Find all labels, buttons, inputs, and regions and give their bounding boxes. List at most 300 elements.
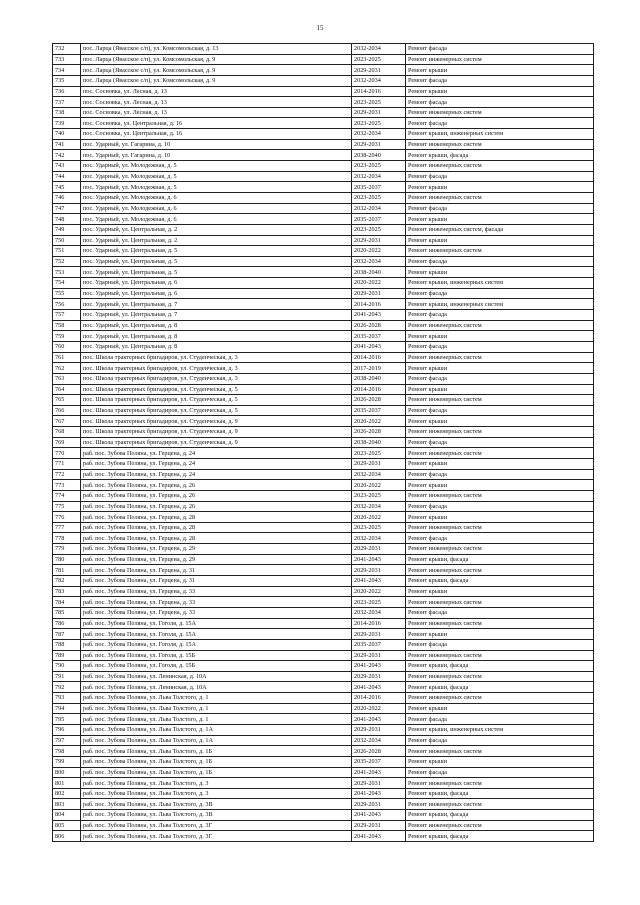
period-cell: 2041-2043 [352,576,406,587]
row-number-cell: 761 [53,352,81,363]
address-cell: пос. Ударный, ул. Центральная, д. 7 [81,299,352,310]
row-number-cell: 789 [53,650,81,661]
address-cell: пос. Сосновка, ул. Лесная, д. 13 [81,107,352,118]
work-type-cell: Ремонт фасада [406,75,594,86]
table-row [53,341,594,352]
work-type-cell: Ремонт фасада [406,533,594,544]
address-cell: пос. Школа трактерных бригадиров, ул. Студенческая, д. 9 [81,437,352,448]
work-type-cell: Ремонт фасада [406,735,594,746]
row-number-cell: 751 [53,246,81,257]
table-row [53,288,594,299]
period-cell: 2029-2031 [352,778,406,789]
row-number-cell: 745 [53,182,81,193]
period-cell: 2014-2016 [352,352,406,363]
address-cell: раб. пос. Зубова Поляна, ул. Гоголя, д. 15А [81,618,352,629]
period-cell: 2041-2043 [352,554,406,565]
period-cell: 2035-2037 [352,405,406,416]
row-number-cell: 774 [53,490,81,501]
work-type-cell: Ремонт инженерных систем [406,565,594,576]
work-type-cell: Ремонт крыши [406,267,594,278]
work-type-cell: Ремонт фасада [406,714,594,725]
row-number-cell: 772 [53,469,81,480]
period-cell: 2041-2043 [352,661,406,672]
work-type-cell: Ремонт фасада [406,405,594,416]
period-cell: 2020-2022 [352,480,406,491]
address-cell: пос. Ударный, ул. Центральная, д. 2 [81,224,352,235]
table-row [53,544,594,555]
period-cell: 2029-2031 [352,629,406,640]
table-row [53,725,594,736]
address-cell: раб. пос. Зубова Поляна, ул. Льва Толстого, д. 1Б [81,767,352,778]
row-number-cell: 756 [53,299,81,310]
table-row [53,490,594,501]
table-body [53,44,594,842]
table-row [53,331,594,342]
table-row [53,682,594,693]
row-number-cell: 767 [53,416,81,427]
period-cell: 2038-2040 [352,373,406,384]
table-row [53,395,594,406]
row-number-cell: 749 [53,224,81,235]
row-number-cell: 743 [53,161,81,172]
period-cell: 2023-2025 [352,54,406,65]
work-type-cell: Ремонт крыши, фасада [406,661,594,672]
address-cell: раб. пос. Зубова Поляна, ул. Льва Толстого, д. 1Б [81,746,352,757]
row-number-cell: 792 [53,682,81,693]
period-cell: 2032-2034 [352,256,406,267]
work-type-cell: Ремонт фасада [406,373,594,384]
table-row [53,533,594,544]
work-type-cell: Ремонт фасада [406,469,594,480]
period-cell: 2026-2028 [352,427,406,438]
period-cell: 2035-2037 [352,756,406,767]
row-number-cell: 733 [53,54,81,65]
table-row [53,54,594,65]
work-type-cell: Ремонт инженерных систем [406,192,594,203]
address-cell: пос. Ударный, ул. Молодежная, д. 5 [81,171,352,182]
address-cell: раб. пос. Зубова Поляна, ул. Герцена, д. 29 [81,554,352,565]
period-cell: 2023-2025 [352,192,406,203]
address-cell: пос. Ударный, ул. Молодежная, д. 6 [81,203,352,214]
row-number-cell: 764 [53,384,81,395]
table-row [53,756,594,767]
row-number-cell: 786 [53,618,81,629]
address-cell: пос. Ударный, ул. Молодежная, д. 6 [81,192,352,203]
address-cell: пос. Школа трактерных бригадиров, ул. Студенческая, д. 5 [81,384,352,395]
table-row [53,405,594,416]
work-type-cell: Ремонт крыши, фасада [406,788,594,799]
work-type-cell: Ремонт инженерных систем [406,746,594,757]
period-cell: 2023-2025 [352,224,406,235]
work-type-cell: Ремонт фасада [406,607,594,618]
work-type-cell: Ремонт инженерных систем [406,650,594,661]
work-type-cell: Ремонт крыши, инженерных систем [406,129,594,140]
work-type-cell: Ремонт фасада [406,288,594,299]
period-cell: 2029-2031 [352,139,406,150]
period-cell: 2035-2037 [352,331,406,342]
address-cell: раб. пос. Зубова Поляна, ул. Герцена, д. 33 [81,586,352,597]
table-row [53,650,594,661]
period-cell: 2023-2025 [352,522,406,533]
address-cell: раб. пос. Зубова Поляна, ул. Ленинская, д. 10А [81,682,352,693]
period-cell: 2038-2040 [352,437,406,448]
row-number-cell: 746 [53,192,81,203]
table-row [53,639,594,650]
period-cell: 2014-2016 [352,618,406,629]
period-cell: 2032-2034 [352,469,406,480]
table-row [53,161,594,172]
work-type-cell: Ремонт инженерных систем [406,139,594,150]
table-row [53,214,594,225]
period-cell: 2020-2022 [352,703,406,714]
table-row [53,767,594,778]
period-cell: 2014-2016 [352,299,406,310]
row-number-cell: 785 [53,607,81,618]
address-cell: раб. пос. Зубова Поляна, ул. Герцена, д. 24 [81,458,352,469]
address-cell: раб. пос. Зубова Поляна, ул. Ленинская, д. 10А [81,671,352,682]
row-number-cell: 788 [53,639,81,650]
table-row [53,150,594,161]
row-number-cell: 800 [53,767,81,778]
row-number-cell: 753 [53,267,81,278]
address-cell: пос. Ударный, ул. Молодежная, д. 5 [81,161,352,172]
table-row [53,373,594,384]
period-cell: 2023-2025 [352,118,406,129]
table-row [53,192,594,203]
row-number-cell: 736 [53,86,81,97]
row-number-cell: 782 [53,576,81,587]
row-number-cell: 734 [53,65,81,76]
address-cell: пос. Ларца (Явасское с/п), ул. Комсомольская, д. 9 [81,65,352,76]
table-row [53,182,594,193]
table-row [53,522,594,533]
work-type-cell: Ремонт крыши, инженерных систем [406,299,594,310]
table-row [53,278,594,289]
period-cell: 2023-2025 [352,490,406,501]
period-cell: 2014-2016 [352,384,406,395]
table-row [53,820,594,831]
address-cell: раб. пос. Зубова Поляна, ул. Герцена, д. 33 [81,607,352,618]
period-cell: 2035-2037 [352,182,406,193]
period-cell: 2032-2034 [352,75,406,86]
address-cell: раб. пос. Зубова Поляна, ул. Гоголя, д. 15Б [81,650,352,661]
row-number-cell: 754 [53,278,81,289]
address-cell: пос. Ударный, ул. Центральная, д. 8 [81,341,352,352]
row-number-cell: 795 [53,714,81,725]
period-cell: 2041-2043 [352,810,406,821]
row-number-cell: 757 [53,310,81,321]
address-cell: раб. пос. Зубова Поляна, ул. Герцена, д. 26 [81,480,352,491]
address-cell: раб. пос. Зубова Поляна, ул. Гоголя, д. 15А [81,639,352,650]
table-row [53,554,594,565]
table-row [53,458,594,469]
table-row [53,448,594,459]
address-cell: раб. пос. Зубова Поляна, ул. Льва Толстого, д. 3В [81,799,352,810]
row-number-cell: 805 [53,820,81,831]
work-type-cell: Ремонт фасада [406,767,594,778]
work-type-cell: Ремонт крыши [406,756,594,767]
period-cell: 2029-2031 [352,820,406,831]
period-cell: 2029-2031 [352,565,406,576]
period-cell: 2041-2043 [352,714,406,725]
address-cell: раб. пос. Зубова Поляна, ул. Герцена, д. 31 [81,565,352,576]
repair-schedule-table [52,43,594,842]
table-row [53,427,594,438]
row-number-cell: 798 [53,746,81,757]
row-number-cell: 776 [53,512,81,523]
period-cell: 2041-2043 [352,831,406,842]
work-type-cell: Ремонт крыши [406,235,594,246]
work-type-cell: Ремонт фасада [406,171,594,182]
work-type-cell: Ремонт фасада [406,501,594,512]
table-row [53,118,594,129]
address-cell: раб. пос. Зубова Поляна, ул. Герцена, д. 28 [81,533,352,544]
period-cell: 2032-2034 [352,533,406,544]
period-cell: 2032-2034 [352,44,406,55]
period-cell: 2041-2043 [352,767,406,778]
table-row [53,310,594,321]
period-cell: 2032-2034 [352,501,406,512]
row-number-cell: 779 [53,544,81,555]
period-cell: 2032-2034 [352,203,406,214]
table-row [53,224,594,235]
table-row [53,44,594,55]
period-cell: 2029-2031 [352,235,406,246]
work-type-cell: Ремонт инженерных систем [406,352,594,363]
address-cell: пос. Школа трактерных бригадиров, ул. Студенческая, д. 5 [81,405,352,416]
period-cell: 2017-2019 [352,363,406,374]
work-type-cell: Ремонт фасада [406,97,594,108]
row-number-cell: 752 [53,256,81,267]
address-cell: пос. Ларца (Явасское с/п), ул. Комсомольская, д. 13 [81,44,352,55]
table-row [53,363,594,374]
row-number-cell: 770 [53,448,81,459]
row-number-cell: 766 [53,405,81,416]
period-cell: 2023-2025 [352,161,406,172]
work-type-cell: Ремонт крыши, фасада [406,554,594,565]
work-type-cell: Ремонт крыши, фасада [406,682,594,693]
table-row [53,416,594,427]
address-cell: пос. Ударный, ул. Центральная, д. 8 [81,331,352,342]
work-type-cell: Ремонт инженерных систем [406,693,594,704]
work-type-cell: Ремонт инженерных систем [406,544,594,555]
work-type-cell: Ремонт инженерных систем [406,490,594,501]
row-number-cell: 737 [53,97,81,108]
row-number-cell: 791 [53,671,81,682]
period-cell: 2029-2031 [352,725,406,736]
table-row [53,352,594,363]
table-row [53,299,594,310]
work-type-cell: Ремонт крыши [406,458,594,469]
address-cell: раб. пос. Зубова Поляна, ул. Льва Толстого, д. 1 [81,714,352,725]
address-cell: раб. пос. Зубова Поляна, ул. Герцена, д. 24 [81,448,352,459]
work-type-cell: Ремонт крыши [406,512,594,523]
address-cell: раб. пос. Зубова Поляна, ул. Герцена, д. 28 [81,522,352,533]
period-cell: 2026-2028 [352,320,406,331]
table-row [53,810,594,821]
row-number-cell: 768 [53,427,81,438]
work-type-cell: Ремонт крыши, инженерных систем [406,725,594,736]
address-cell: пос. Ударный, ул. Гагарина, д. 10 [81,139,352,150]
table-row [53,629,594,640]
row-number-cell: 787 [53,629,81,640]
work-type-cell: Ремонт крыши [406,703,594,714]
work-type-cell: Ремонт фасада [406,639,594,650]
period-cell: 2035-2037 [352,639,406,650]
row-number-cell: 784 [53,597,81,608]
table-row [53,203,594,214]
period-cell: 2020-2022 [352,586,406,597]
address-cell: раб. пос. Зубова Поляна, ул. Льва Толстого, д. 3 [81,788,352,799]
work-type-cell: Ремонт инженерных систем [406,618,594,629]
row-number-cell: 763 [53,373,81,384]
period-cell: 2020-2022 [352,246,406,257]
work-type-cell: Ремонт инженерных систем [406,107,594,118]
address-cell: пос. Сосновка, ул. Центральная, д. 16 [81,118,352,129]
work-type-cell: Ремонт инженерных систем [406,448,594,459]
work-type-cell: Ремонт инженерных систем [406,54,594,65]
address-cell: пос. Ларца (Явасское с/п), ул. Комсомольская, д. 9 [81,54,352,65]
period-cell: 2041-2043 [352,788,406,799]
address-cell: пос. Ударный, ул. Молодежная, д. 5 [81,182,352,193]
period-cell: 2014-2016 [352,86,406,97]
address-cell: раб. пос. Зубова Поляна, ул. Герцена, д. 24 [81,469,352,480]
row-number-cell: 801 [53,778,81,789]
period-cell: 2038-2040 [352,150,406,161]
period-cell: 2029-2031 [352,65,406,76]
period-cell: 2029-2031 [352,544,406,555]
table-row [53,714,594,725]
table-row [53,171,594,182]
period-cell: 2014-2016 [352,693,406,704]
address-cell: пос. Ударный, ул. Центральная, д. 6 [81,288,352,299]
work-type-cell: Ремонт крыши, фасада [406,810,594,821]
page-number: 15 [316,24,324,32]
row-number-cell: 771 [53,458,81,469]
period-cell: 2038-2040 [352,267,406,278]
table-row [53,618,594,629]
table-row [53,75,594,86]
row-number-cell: 750 [53,235,81,246]
table-row [53,480,594,491]
period-cell: 2032-2034 [352,735,406,746]
address-cell: пос. Школа трактерных бригадиров, ул. Студенческая, д. 3 [81,363,352,374]
table-row [53,735,594,746]
period-cell: 2029-2031 [352,650,406,661]
address-cell: раб. пос. Зубова Поляна, ул. Льва Толстого, д. 3В [81,810,352,821]
period-cell: 2032-2034 [352,171,406,182]
address-cell: пос. Ударный, ул. Центральная, д. 5 [81,256,352,267]
work-type-cell: Ремонт инженерных систем [406,395,594,406]
row-number-cell: 738 [53,107,81,118]
address-cell: раб. пос. Зубова Поляна, ул. Гоголя, д. 15Б [81,661,352,672]
work-type-cell: Ремонт инженерных систем [406,320,594,331]
address-cell: пос. Школа трактерных бригадиров, ул. Студенческая, д. 3 [81,352,352,363]
address-cell: раб. пос. Зубова Поляна, ул. Льва Толстого, д. 3Г [81,831,352,842]
table-row [53,788,594,799]
table-row [53,565,594,576]
address-cell: пос. Ударный, ул. Молодежная, д. 6 [81,214,352,225]
row-number-cell: 804 [53,810,81,821]
row-number-cell: 744 [53,171,81,182]
table-row [53,86,594,97]
work-type-cell: Ремонт крыши [406,182,594,193]
address-cell: пос. Школа трактерных бригадиров, ул. Студенческая, д. 5 [81,395,352,406]
work-type-cell: Ремонт крыши, фасада [406,576,594,587]
period-cell: 2020-2022 [352,416,406,427]
work-type-cell: Ремонт крыши [406,384,594,395]
table-row [53,469,594,480]
period-cell: 2041-2043 [352,341,406,352]
table-row [53,384,594,395]
row-number-cell: 796 [53,725,81,736]
address-cell: пос. Ударный, ул. Центральная, д. 8 [81,320,352,331]
address-cell: пос. Сосновка, ул. Лесная, д. 13 [81,97,352,108]
period-cell: 2020-2022 [352,278,406,289]
work-type-cell: Ремонт крыши, фасада [406,150,594,161]
address-cell: раб. пос. Зубова Поляна, ул. Герцена, д. 26 [81,501,352,512]
row-number-cell: 742 [53,150,81,161]
row-number-cell: 790 [53,661,81,672]
table-row [53,107,594,118]
table-row [53,267,594,278]
table-row [53,576,594,587]
work-type-cell: Ремонт фасада [406,44,594,55]
table-row [53,320,594,331]
table-row [53,799,594,810]
address-cell: раб. пос. Зубова Поляна, ул. Льва Толстого, д. 1Б [81,756,352,767]
address-cell: раб. пос. Зубова Поляна, ул. Герцена, д. 29 [81,544,352,555]
row-number-cell: 803 [53,799,81,810]
work-type-cell: Ремонт фасада [406,118,594,129]
row-number-cell: 769 [53,437,81,448]
row-number-cell: 760 [53,341,81,352]
table-row [53,586,594,597]
address-cell: раб. пос. Зубова Поляна, ул. Гоголя, д. 15А [81,629,352,640]
period-cell: 2032-2034 [352,129,406,140]
address-cell: пос. Ударный, ул. Центральная, д. 2 [81,235,352,246]
period-cell: 2035-2037 [352,214,406,225]
address-cell: пос. Сосновка, ул. Центральная, д. 16 [81,129,352,140]
table-row [53,778,594,789]
table-row [53,97,594,108]
table-row [53,129,594,140]
table-row [53,831,594,842]
address-cell: раб. пос. Зубова Поляна, ул. Льва Толстого, д. 3Г [81,820,352,831]
period-cell: 2029-2031 [352,107,406,118]
address-cell: пос. Школа трактерных бригадиров, ул. Студенческая, д. 9 [81,427,352,438]
row-number-cell: 765 [53,395,81,406]
address-cell: раб. пос. Зубова Поляна, ул. Герцена, д. 33 [81,597,352,608]
address-cell: раб. пос. Зубова Поляна, ул. Льва Толстого, д. 1А [81,735,352,746]
period-cell: 2020-2022 [352,512,406,523]
table-row [53,246,594,257]
address-cell: пос. Ударный, ул. Гагарина, д. 10 [81,150,352,161]
table-row [53,671,594,682]
work-type-cell: Ремонт фасада [406,310,594,321]
work-type-cell: Ремонт инженерных систем, фасада [406,224,594,235]
table-row [53,746,594,757]
table-row [53,139,594,150]
address-cell: пос. Ударный, ул. Центральная, д. 7 [81,310,352,321]
work-type-cell: Ремонт инженерных систем [406,246,594,257]
table-row [53,501,594,512]
table-row [53,256,594,267]
address-cell: раб. пос. Зубова Поляна, ул. Льва Толстого, д. 1 [81,693,352,704]
address-cell: пос. Школа трактерных бригадиров, ул. Студенческая, д. 9 [81,416,352,427]
table-row [53,693,594,704]
table-row [53,597,594,608]
